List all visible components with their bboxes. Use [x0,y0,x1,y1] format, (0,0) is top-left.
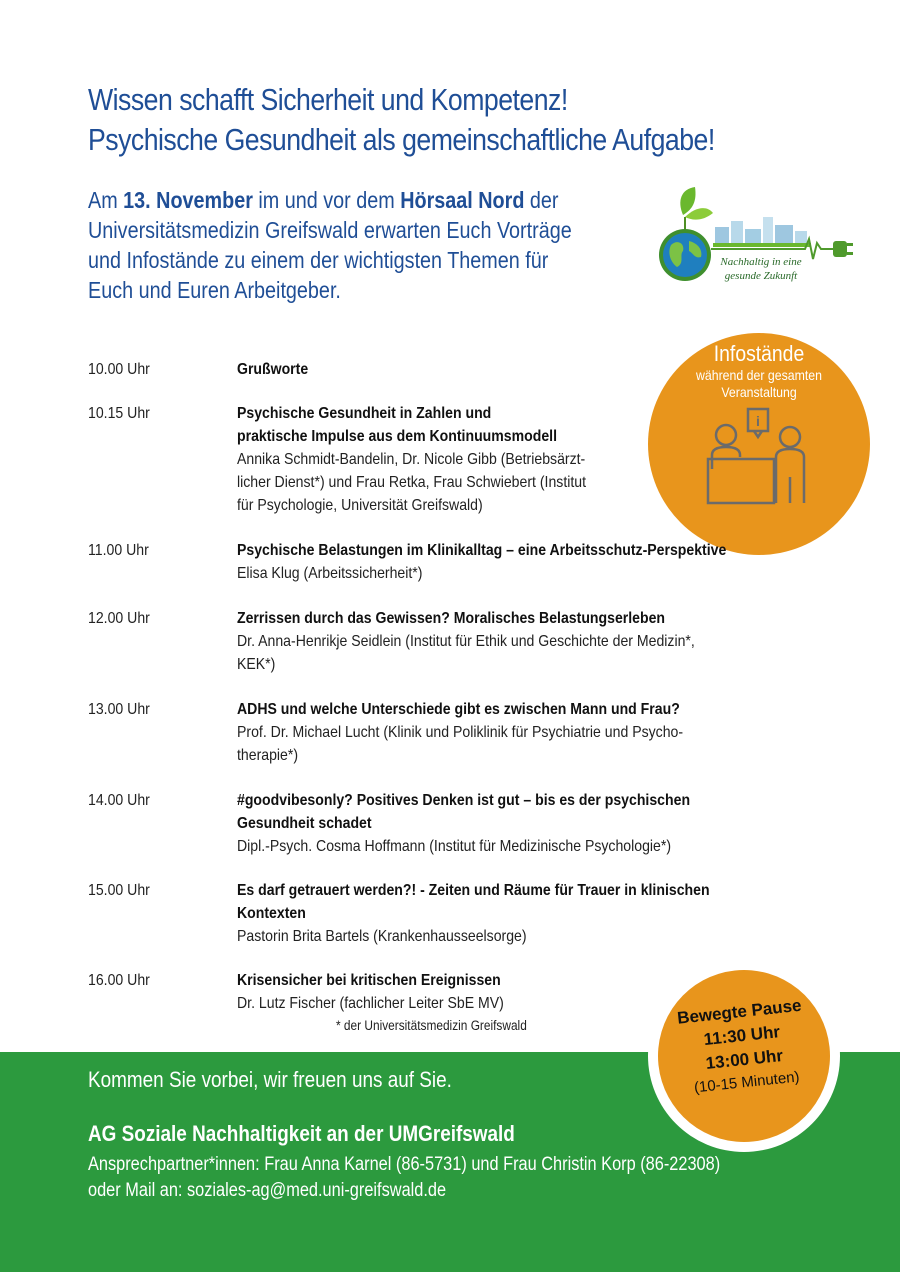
talk-speaker: Elisa Klug (Arbeitssicherheit*) [237,565,423,582]
talk-title: praktische Impulse aus dem Kontinuumsmodell [237,428,558,445]
schedule-time: 10.00 Uhr [88,361,150,378]
schedule-time: 11.00 Uhr [88,542,149,559]
talk-title: ADHS und welche Unterschiede gibt es zwischen Mann und Frau? [237,701,680,718]
footer-organization: AG Soziale Nachhaltigkeit an der UMGreifswald [88,1121,515,1146]
pause-time-1: 11:30 Uhr [702,1022,781,1050]
talk-speaker: Prof. Dr. Michael Lucht (Klinik und Poliklinik für Psychiatrie und Psycho- [237,724,684,741]
pause-time-2: 13:00 Uhr [704,1045,784,1073]
contact-email[interactable]: oder Mail an: soziales-ag@med.uni-greifswald.de [88,1180,447,1201]
schedule-time: 12.00 Uhr [88,610,150,627]
schedule-time: 13.00 Uhr [88,701,150,718]
talk-title: #goodvibesonly? Positives Denken ist gut – bis es der psychischen [237,792,691,809]
info-stands-line-1: während der gesamten [695,367,823,383]
schedule-time: 14.00 Uhr [88,792,150,809]
talk-speaker: Annika Schmidt-Bandelin, Dr. Nicole Gibb (Betriebsärzt- [237,451,586,468]
event-location: Hörsaal Nord [400,187,525,213]
footer-contact [88,1152,720,1204]
talk-title: Kontexten [237,905,306,922]
page-title [88,80,742,160]
info-stands-line-2: Veranstaltung [721,384,797,400]
intro-line-1: Am 13. November im und vor dem Hörsaal Nord der [88,187,559,213]
talk-title: Grußworte [237,361,309,378]
info-stands-title: Infostände [713,341,805,366]
intro-line-2: Universitätsmedizin Greifswald erwarten Euch Vorträge [88,217,572,243]
event-date: 13. November [123,187,253,213]
intro-line-3: und Infostände zu einem der wichtigsten Themen für [88,247,549,273]
intro-line-4: Euch und Euren Arbeitgeber. [88,277,341,303]
talk-speaker: Dipl.-Psych. Cosma Hoffmann (Institut für Medizinische Psychologie*) [237,838,672,855]
talk-speaker: Dr. Lutz Fischer (fachlicher Leiter SbE MV) [237,995,504,1012]
talk-speaker: therapie*) [237,747,299,764]
pause-duration: (10-15 Minuten) [693,1068,801,1097]
contact-persons: Ansprechpartner*innen: Frau Anna Karnel (86-5731) und Frau Christin Korp (86-22308) [88,1154,721,1175]
talk-title: Psychische Belastungen im Klinikalltag – eine Arbeitsschutz-Perspektive [237,542,727,559]
svg-text:i: i [756,413,760,429]
footer-invite: Kommen Sie vorbei, wir freuen uns auf Sie. [88,1067,452,1092]
talk-title: Es darf getrauert werden?! - Zeiten und Räume für Trauer in klinischen [237,882,710,899]
moving-break-badge [648,960,840,1152]
talk-title: Krisensicher bei kritischen Ereignissen [237,972,501,989]
talk-speaker: Dr. Anna-Henrikje Seidlein (Institut für Ethik und Geschichte der Medizin*, [237,633,695,650]
schedule-time: 15.00 Uhr [88,882,150,899]
talk-speaker: licher Dienst*) und Frau Retka, Frau Schwiebert (Institut [237,474,587,491]
talk-title: Psychische Gesundheit in Zahlen und [237,405,492,422]
pause-title: Bewegte Pause [676,995,803,1028]
logo-text-1: Nachhaltig in eine [720,256,802,268]
schedule-time: 16.00 Uhr [88,972,150,989]
title-line-1: Wissen schafft Sicherheit und Kompetenz! [88,82,568,117]
globe-plug-leaf-logo-icon [655,183,855,293]
talk-title: Zerrissen durch das Gewissen? Moralisches Belastungserleben [237,610,666,627]
title-line-2: Psychische Gesundheit als gemeinschaftliche Aufgabe! [88,122,715,157]
sustainability-logo [655,183,855,293]
talk-title: Gesundheit schadet [237,815,372,832]
schedule-time: 10.15 Uhr [88,405,150,422]
talk-speaker: für Psychologie, Universität Greifswald) [237,497,483,514]
talk-speaker: Pastorin Brita Bartels (Krankenhausseelsorge) [237,928,527,945]
logo-text-2: gesunde Zukunft [724,270,798,282]
talk-speaker: KEK*) [237,656,276,673]
footnote: * der Universitätsmedizin Greifswald [336,1018,527,1033]
intro-text [88,185,638,305]
